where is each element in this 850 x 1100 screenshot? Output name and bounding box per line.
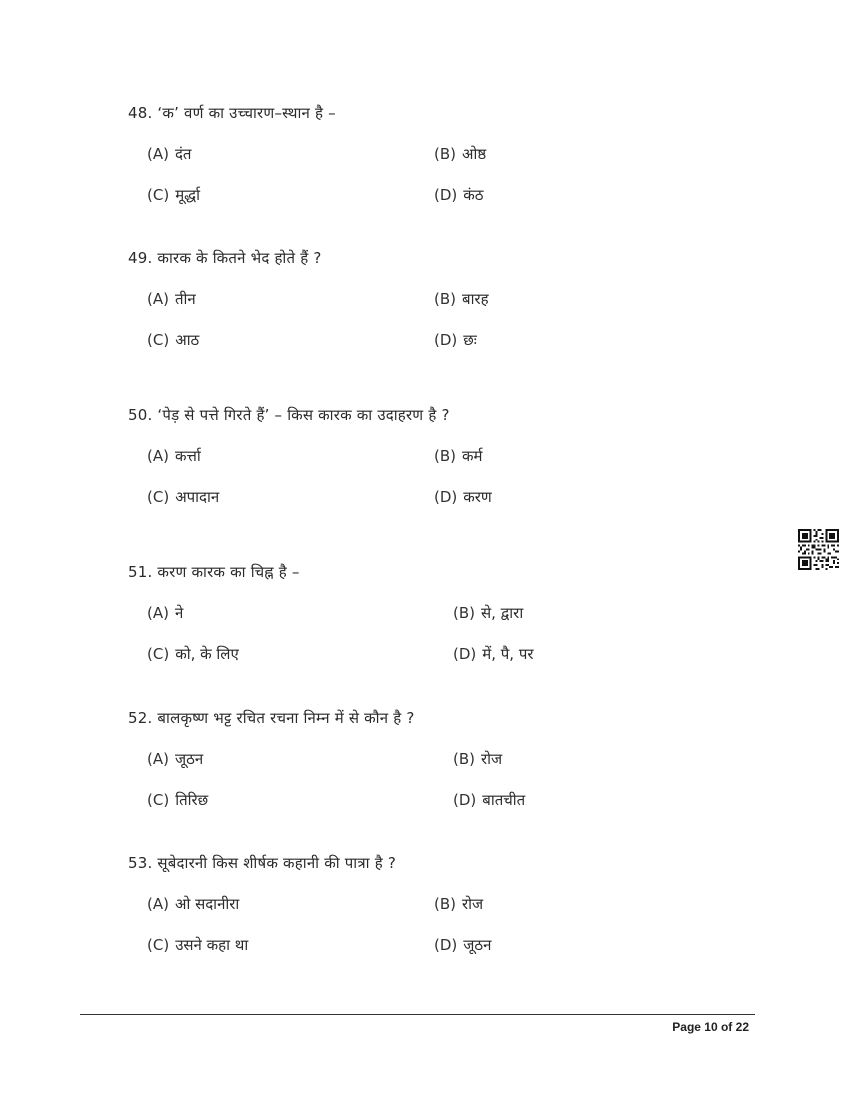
option-letter: (B)	[434, 895, 456, 913]
option-a	[147, 603, 183, 623]
question-text: 52. बालकृष्ण भट्ट रचित रचना निम्न में से कौन है ?	[128, 709, 415, 727]
option-letter: (A)	[147, 750, 169, 768]
option-letter: (A)	[147, 604, 169, 622]
option-d	[434, 185, 484, 205]
option-letter: (B)	[434, 447, 456, 465]
option-text: कंठ	[463, 186, 484, 204]
option-letter: (D)	[434, 186, 458, 204]
option-c	[147, 644, 239, 664]
option-c	[147, 330, 199, 350]
option-letter: (D)	[434, 488, 458, 506]
option-a	[147, 289, 196, 309]
option-letter: (A)	[147, 895, 169, 913]
option-text: ओ सदानीरा	[174, 895, 240, 913]
option-letter: (A)	[147, 145, 169, 163]
option-letter: (C)	[147, 791, 170, 809]
option-text: कर्म	[462, 447, 483, 465]
option-text: मूर्द्धा	[175, 186, 201, 204]
option-text: जूठन	[174, 750, 204, 768]
option-d	[453, 644, 533, 664]
option-text: ओष्ठ	[462, 145, 487, 163]
option-letter: (D)	[434, 936, 458, 954]
qr-code-icon	[798, 529, 839, 570]
option-letter: (A)	[147, 447, 169, 465]
option-text: ने	[174, 604, 184, 622]
page-number: Page 10 of 22	[672, 1020, 749, 1034]
option-a	[147, 749, 203, 769]
option-c	[147, 185, 200, 205]
question-text: 50. ‘पेड़ से पत्ते गिरते हैं’ – किस कारक का उदाहरण है ?	[128, 406, 450, 424]
option-b	[453, 603, 523, 623]
option-d	[453, 790, 525, 810]
option-letter: (C)	[147, 936, 170, 954]
option-text: आठ	[175, 331, 200, 349]
option-text: रोज	[481, 750, 503, 768]
option-text: करण	[463, 488, 492, 506]
option-text: उसने कहा था	[175, 936, 249, 954]
option-b	[434, 446, 483, 466]
option-letter: (B)	[453, 750, 475, 768]
question-text: 51. करण कारक का चिह्न है –	[128, 563, 300, 581]
question-text: 48. ‘क’ वर्ण का उच्चारण–स्थान है –	[128, 104, 336, 122]
question-text: 53. सूबेदारनी किस शीर्षक कहानी की पात्रा है ?	[128, 854, 397, 872]
option-text: बारह	[462, 290, 489, 308]
option-text: अपादान	[175, 488, 220, 506]
option-text: से, द्वारा	[481, 604, 524, 622]
option-text: दंत	[174, 145, 192, 163]
option-letter: (C)	[147, 331, 170, 349]
option-letter: (B)	[453, 604, 475, 622]
option-b	[453, 749, 502, 769]
option-letter: (D)	[434, 331, 458, 349]
option-text: जूठन	[463, 936, 492, 954]
option-letter: (C)	[147, 186, 170, 204]
option-a	[147, 446, 201, 466]
option-letter: (D)	[453, 791, 477, 809]
option-b	[434, 289, 489, 309]
option-b	[434, 144, 486, 164]
footer-divider	[80, 1014, 755, 1015]
option-c	[147, 487, 219, 507]
option-a	[147, 144, 191, 164]
option-text: तीन	[174, 290, 196, 308]
option-letter: (C)	[147, 645, 170, 663]
question-text: 49. कारक के कितने भेद होते हैं ?	[128, 249, 322, 267]
option-text: को, के लिए	[175, 645, 239, 663]
option-text: रोज	[462, 895, 484, 913]
option-letter: (B)	[434, 145, 456, 163]
option-b	[434, 894, 483, 914]
option-d	[434, 935, 491, 955]
option-letter: (C)	[147, 488, 170, 506]
option-d	[434, 330, 477, 350]
option-text: में, पै, पर	[482, 645, 534, 663]
option-letter: (B)	[434, 290, 456, 308]
option-text: छः	[463, 331, 477, 349]
option-c	[147, 790, 208, 810]
option-text: तिरिछ	[175, 791, 209, 809]
option-d	[434, 487, 492, 507]
option-letter: (D)	[453, 645, 477, 663]
option-letter: (A)	[147, 290, 169, 308]
option-text: बातचीत	[482, 791, 526, 809]
option-c	[147, 935, 248, 955]
option-text: कर्त्ता	[174, 447, 201, 465]
option-a	[147, 894, 239, 914]
